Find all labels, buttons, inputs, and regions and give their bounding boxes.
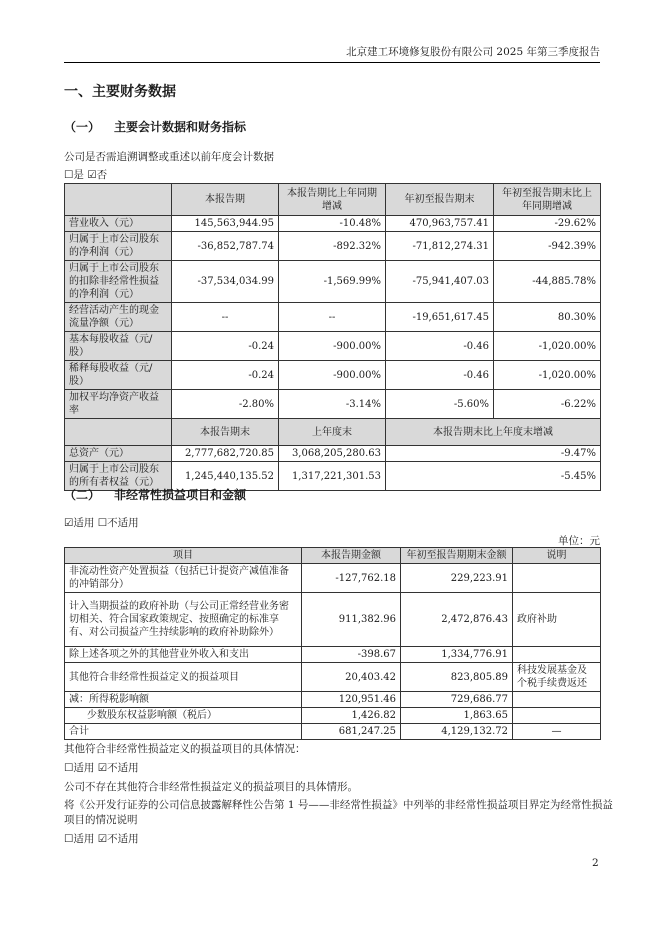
restatement-options: ☐是 ☑否 (64, 169, 108, 181)
subsection-text: 主要会计数据和财务指标 (114, 120, 247, 134)
page-header: 北京建工环境修复股份有限公司 2025 年第三季度报告 (346, 46, 600, 58)
cell-value: 729,686.77 (401, 692, 513, 708)
header-cell: 项目 (65, 548, 302, 564)
table-row-total (65, 724, 601, 740)
row-label: 加权平均净资产收益率 (65, 390, 172, 419)
cell-value: 229,223.91 (401, 564, 513, 593)
cell-value: -0.46 (386, 361, 494, 390)
cell-value: 1,863.65 (401, 708, 513, 724)
table-header-row-2 (65, 419, 601, 446)
reclassification-text-line1: 将《公开发行证券的公司信息披露解释性公告第 1 号——非经常性损益》中列举的非经常性损益项目界定为经常性损益 (64, 799, 613, 811)
header-blank (65, 419, 172, 446)
header-blank (65, 184, 172, 216)
table-row (65, 446, 601, 462)
item-label: 合计 (65, 724, 302, 740)
row-label: 基本每股收益（元/股） (65, 332, 172, 361)
subsection-number: （一） (64, 120, 101, 134)
cell-value: -0.24 (172, 361, 279, 390)
no-other-items-text: 公司不存在其他符合非经常性损益定义的损益项目的具体情形。 (64, 781, 358, 793)
cell-value: -75,941,407.03 (386, 261, 494, 303)
cell-value: 1,245,440,135.52 (172, 462, 279, 491)
cell-value: -19,651,617.45 (386, 303, 494, 332)
table-header-row (65, 548, 601, 564)
header-cell: 上年度末 (279, 419, 386, 446)
cell-value: -1,569.99% (279, 261, 386, 303)
cell-value: 1,426.82 (302, 708, 401, 724)
cell-value: 4,129,132.72 (401, 724, 513, 740)
reclassification-text-line2: 项目的情况说明 (64, 814, 138, 826)
table-row (65, 332, 601, 361)
cell-value: 823,805.89 (401, 663, 513, 692)
subsection-text: 非经常性损益项目和金额 (114, 488, 247, 502)
subsection-title-non-recurring (64, 486, 246, 503)
header-cell: 本报告期末比上年度末增减 (386, 419, 601, 446)
subsection-title-accounting-data (64, 118, 246, 135)
table-row (65, 216, 601, 232)
cell-value: -942.39% (494, 232, 601, 261)
cell-value: -1,020.00% (494, 332, 601, 361)
cell-value: -0.24 (172, 332, 279, 361)
row-label: 归属于上市公司股东的净利润（元） (65, 232, 172, 261)
table-row (65, 261, 601, 303)
cell-value: -5.45% (386, 462, 601, 491)
cell-value: -3.14% (279, 390, 386, 419)
header-cell: 年初至报告期期末金额 (401, 548, 513, 564)
cell-note (513, 564, 601, 593)
header-cell: 本报告期 (172, 184, 279, 216)
header-cell: 本报告期金额 (302, 548, 401, 564)
cell-value: 1,317,221,301.53 (279, 462, 386, 491)
cell-value: -6.22% (494, 390, 601, 419)
cell-value: 1,334,776.91 (401, 647, 513, 663)
cell-value: -36,852,787.74 (172, 232, 279, 261)
cell-note (513, 708, 601, 724)
table-row (65, 647, 601, 663)
page-number: 2 (592, 857, 599, 869)
item-label: 减：所得税影响额 (65, 692, 302, 708)
non-recurring-table (64, 547, 601, 740)
header-cell: 本报告期末 (172, 419, 279, 446)
row-label: 归属于上市公司股东的扣除非经常性损益的净利润（元） (65, 261, 172, 303)
header-cell: 年初至报告期末 (386, 184, 494, 216)
table-row (65, 593, 601, 647)
cell-value: -2.80% (172, 390, 279, 419)
cell-value: -- (279, 303, 386, 332)
cell-value: -29.62% (494, 216, 601, 232)
cell-value: 120,951.46 (302, 692, 401, 708)
row-label: 归属于上市公司股东的所有者权益（元） (65, 462, 172, 491)
row-label: 营业收入（元） (65, 216, 172, 232)
cell-value: -44,885.78% (494, 261, 601, 303)
cell-value: 2,777,682,720.85 (172, 446, 279, 462)
table-row (65, 564, 601, 593)
table-row (65, 708, 601, 724)
cell-note: 政府补助 (513, 593, 601, 647)
cell-note: 科技发展基金及个税手续费返还 (513, 663, 601, 692)
cell-value: -9.47% (386, 446, 601, 462)
cell-value: -- (172, 303, 279, 332)
table-row (65, 232, 601, 261)
cell-note: — (513, 724, 601, 740)
cell-value: 681,247.25 (302, 724, 401, 740)
row-label: 稀释每股收益（元/股） (65, 361, 172, 390)
cell-value: -5.60% (386, 390, 494, 419)
other-definition-text: 其他符合非经常性损益定义的损益项目的具体情况： (64, 743, 306, 755)
applicable-options: ☑适用 ☐不适用 (64, 517, 139, 529)
cell-value: 145,563,944.95 (172, 216, 279, 232)
table-row (65, 663, 601, 692)
item-label: 除上述各项之外的其他营业外收入和支出 (65, 647, 302, 663)
header-cell: 年初至报告期末比上年同期增减 (494, 184, 601, 216)
table-row (65, 692, 601, 708)
cell-value: 80.30% (494, 303, 601, 332)
table-header-row (65, 184, 601, 216)
cell-value: -398.67 (302, 647, 401, 663)
cell-value: -1,020.00% (494, 361, 601, 390)
subsection-number: （二） (64, 488, 101, 502)
row-label: 经营活动产生的现金流量净额（元） (65, 303, 172, 332)
item-label: 其他符合非经常性损益定义的损益项目 (65, 663, 302, 692)
item-label: 非流动性资产处置损益（包括已计提资产减值准备的冲销部分） (65, 564, 302, 593)
cell-value: 470,963,757.41 (386, 216, 494, 232)
table-row (65, 390, 601, 419)
item-label: 计入当期损益的政府补助（与公司正常经营业务密切相关、符合国家政策规定、按照确定的标准享有、对公司损益产生持续影响的政府补助除外） (65, 593, 302, 647)
cell-value: -37,534,034.99 (172, 261, 279, 303)
cell-value: 20,403.42 (302, 663, 401, 692)
cell-value: -900.00% (279, 361, 386, 390)
row-label: 总资产（元） (65, 446, 172, 462)
item-label: 少数股东权益影响额（税后） (65, 708, 302, 724)
cell-value: 3,068,205,280.63 (279, 446, 386, 462)
cell-value: 911,382.96 (302, 593, 401, 647)
key-financial-table (64, 183, 601, 491)
cell-note (513, 692, 601, 708)
cell-note (513, 647, 601, 663)
restatement-question: 公司是否需追溯调整或重述以前年度会计数据 (64, 151, 274, 163)
cell-value: -900.00% (279, 332, 386, 361)
reclassification-options: ☐适用 ☑不适用 (64, 833, 139, 845)
table-row (65, 361, 601, 390)
cell-value: -127,762.18 (302, 564, 401, 593)
header-rule (64, 62, 600, 63)
cell-value: 2,472,876.43 (401, 593, 513, 647)
table-row (65, 303, 601, 332)
cell-value: -892.32% (279, 232, 386, 261)
other-definition-options: ☐适用 ☑不适用 (64, 762, 139, 774)
cell-value: -0.46 (386, 332, 494, 361)
section-title-main-financial-data: 一、主要财务数据 (64, 84, 176, 100)
header-cell: 本报告期比上年同期增减 (279, 184, 386, 216)
cell-value: -71,812,274.31 (386, 232, 494, 261)
cell-value: -10.48% (279, 216, 386, 232)
header-cell: 说明 (513, 548, 601, 564)
unit-label: 单位：元 (558, 535, 600, 547)
